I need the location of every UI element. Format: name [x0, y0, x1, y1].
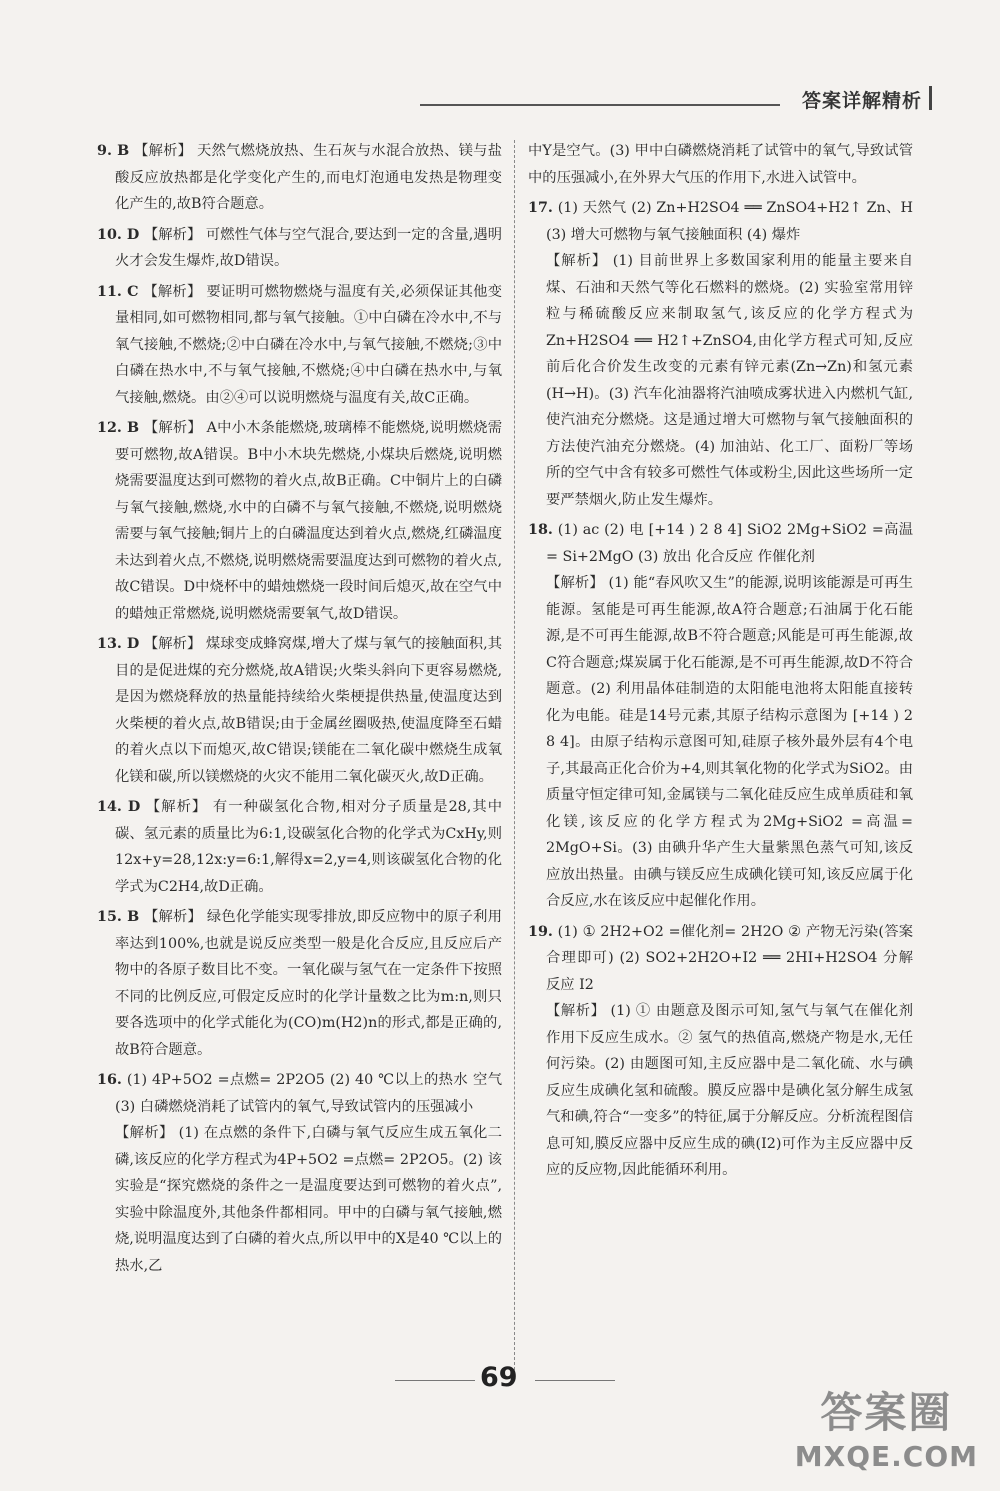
left-column: [97, 138, 502, 1283]
right-column: [528, 138, 913, 1188]
page-number-rule-right: [535, 1380, 615, 1381]
answer-item-13: 13. D 【解析】 煤球变成蜂窝煤,增大了煤与氧气的接触面积,其目的是促进煤的充分燃烧,故A错误;火柴头斜向下更容易燃烧,是因为燃烧释放的热量能持续给火柴梗提供热量,使温度达到火柴梗的着火点,故B错误;由于金属丝圈吸热,使温度降至石蜡的着火点以下而熄灭,故C错误;镁能在二氧化碳中燃烧生成氧化镁和碳,所以镁燃烧的火灾不能用二氧化碳灭火,故D正确。: [97, 636, 503, 785]
watermark-bottom: MXQE.COM: [794, 1440, 978, 1473]
analysis-17: 【解析】 (1) 目前世界上多数国家利用的能量主要来自煤、石油和天然气等化石燃料的燃烧。(2) 实验室常用锌粒与稀硫酸反应来制取氢气,该反应的化学方程式为Zn+H2SO4 ══ H2↑+ZnSO4,由化学方程式可知,反应前后化合价发生改变的元素有锌元素(Zn→Zn)和氢元素(H→H)。(3) 汽车化油器将汽油喷成雾状进入内燃机气缸,使汽油充分燃烧。这是通过增大可燃物与氧气接触面积的方法使汽油充分燃烧。(4) 加油站、化工厂、面粉厂等场所的空气中含有较多可燃性气体或粉尘,因此这些场所一定要严禁烟火,防止发生爆炸。: [546, 253, 913, 508]
page-number: 69: [480, 1362, 518, 1393]
column-divider: [514, 140, 515, 1370]
answer-item-17: 17. (1) 天然气 (2) Zn+H2SO4 ══ ZnSO4+H2↑ Zn、H (3) 增大可燃物与氧气接触面积 (4) 爆炸 【解析】 (1) 目前世界上多数国家利用的能量主要来自煤、石油和天然气等化石燃料的燃烧。(2) 实验室常用锌粒与稀硫酸反应来制取氢气,该反应的化学方程式为Zn+H2SO4 ══ H2↑+ZnSO4,由化学方程式可知,反应前后化合价发生改变的元素有锌元素(Zn→Zn)和氢元素(H→H)。(3) 汽车化油器将汽油喷成雾状进入内燃机气缸,使汽油充分燃烧。这是通过增大可燃物与氧气接触面积的方法使汽油充分燃烧。(4) 加油站、化工厂、面粉厂等场所的空气中含有较多可燃性气体或粉尘,因此这些场所一定要严禁烟火,防止发生爆炸。: [528, 195, 913, 513]
answer-item-10: 10. D 【解析】 可燃性气体与空气混合,要达到一定的含量,遇明火才会发生爆炸,故D错误。: [97, 226, 503, 269]
answer-item-14: 14. D 【解析】 有一种碳氢化合物,相对分子质量是28,其中碳、氢元素的质量比为6:1,设碳氢化合物的化学式为CxHy,则12x+y=28,12x:y=6:1,解得x=2,y=4,则该碳氢化合物的化学式为C2H4,故D正确。: [97, 799, 502, 895]
analysis-19: 【解析】 (1) ① 由题意及图示可知,氢气与氧气在催化剂作用下反应生成水。② 氢气的热值高,燃烧产物是水,无任何污染。(2) 由题图可知,主反应器中是二氧化硫、水与碘反应生成碘化氢和硫酸。膜反应器中是碘化氢分解生成氢气和碘,符合“一变多”的特征,属于分解反应。分析流程图信息可知,膜反应器中反应生成的碘(I2)可作为主反应器中反应的反应物,因此能循环利用。: [546, 1003, 913, 1178]
analysis-18: 【解析】 (1) 能“春风吹又生”的能源,说明该能源是可再生能源。氢能是可再生能源,故A符合题意;石油属于化石能源,是不可再生能源,故B不符合题意;风能是可再生能源,故C符合题意;煤炭属于化石能源,是不可再生能源,故D不符合题意。(2) 利用晶体硅制造的太阳能电池将太阳能直接转化为电能。硅是14号元素,其原子结构示意图为 [+14 ) 2 8 4]。由原子结构示意图可知,硅原子核外最外层有4个电子,其最高正化合价为+4,则其氧化物的化学式为SiO2。由质量守恒定律可知,金属镁与二氧化硅反应生成单质硅和氧化镁,该反应的化学方程式为2Mg+SiO2 =高温= 2MgO+Si。(3) 由碘升华产生大量紫黑色蒸气可知,该反应放出热量。由碘与镁反应生成碘化镁可知,该反应属于化合反应,水在该反应中起催化作用。: [546, 575, 913, 909]
watermark-top: 答案圈: [820, 1388, 953, 1437]
answer-item-12: 12. B 【解析】 A中小木条能燃烧,玻璃棒不能燃烧,说明燃烧需要可燃物,故A错误。B中小木块先燃烧,小煤块后燃烧,说明燃烧需要温度达到可燃物的着火点,故B正确。C中铜片上的白磷与氧气接触,燃烧,水中的白磷不与氧气接触,不燃烧,说明燃烧需要与氧气接触;铜片上的白磷温度达到着火点,燃烧,红磷温度未达到着火点,不燃烧,说明燃烧需要温度达到可燃物的着火点,故C错误。D中烧杯中的蜡烛燃烧一段时间后熄灭,故在空气中的蜡烛正常燃烧,说明燃烧需要氧气,故D错误。: [97, 420, 502, 622]
answer-item-11: 11. C 【解析】 要证明可燃物燃烧与温度有关,必须保证其他变量相同,如可燃物相同,都与氧气接触。①中白磷在冷水中,不与氧气接触,不燃烧;②中白磷在冷水中,与氧气接触,不燃烧;③中白磷在热水中,不与氧气接触,不燃烧;④中白磷在热水中,与氧气接触,燃烧。由②④可以说明燃烧与温度有关,故C正确。: [97, 283, 503, 406]
page-header: [420, 84, 940, 114]
header-title: 答案详解精析: [801, 90, 922, 112]
answer-item-16: 16. (1) 4P+5O2 =点燃= 2P2O5 (2) 40 ℃以上的热水 空气 (3) 白磷燃烧消耗了试管内的氧气,导致试管内的压强减小 【解析】 (1) 在点燃的条件下,白磷与氧气反应生成五氧化二磷,该反应的化学方程式为4P+5O2 =点燃= 2P2O5。(2) 该实验是“探究燃烧的条件之一是温度要达到可燃物的着火点”,实验中除温度外,其他条件都相同。甲中的白磷与氧气接触,燃烧,说明温度达到了白磷的着火点,所以甲中的X是40 ℃以上的热水,乙: [97, 1067, 502, 1279]
answer-item-18: 18. (1) ac (2) 电 [+14 ) 2 8 4] SiO2 2Mg+SiO2 =高温= Si+2MgO (3) 放出 化合反应 作催化剂 【解析】 (1) 能“春风吹又生”的能源,说明该能源是可再生能源。氢能是可再生能源,故A符合题意;石油属于化石能源,是不可再生能源,故B不符合题意;风能是可再生能源,故C符合题意;煤炭属于化石能源,是不可再生能源,故D不符合题意。(2) 利用晶体硅制造的太阳能电池将太阳能直接转化为电能。硅是14号元素,其原子结构示意图为 [+14 ) 2 8 4]。由原子结构示意图可知,硅原子核外最外层有4个电子,其最高正化合价为+4,则其氧化物的化学式为SiO2。由质量守恒定律可知,金属镁与二氧化硅反应生成单质硅和氧化镁,该反应的化学方程式为2Mg+SiO2 =高温= 2MgO+Si。(3) 由碘升华产生大量紫黑色蒸气可知,该反应放出热量。由碘与镁反应生成碘化镁可知,该反应属于化合反应,水在该反应中起催化作用。: [528, 517, 913, 915]
page-number-rule-left: [395, 1380, 475, 1381]
answer-item-15: 15. B 【解析】 绿色化学能实现零排放,即反应物中的原子利用率达到100%,也就是说反应类型一般是化合反应,且反应后产物中的各原子数目比不变。一氧化碳与氢气在一定条件下按照不同的比例反应,可假定反应时的化学计量数之比为m:n,则只要各选项中的化学式能化为(CO)m(H2)n的形式,都是正确的,故B符合题意。: [97, 909, 502, 1058]
analysis-16: 【解析】 (1) 在点燃的条件下,白磷与氧气反应生成五氧化二磷,该反应的化学方程式为4P+5O2 =点燃= 2P2O5。(2) 该实验是“探究燃烧的条件之一是温度要达到可燃物的着火点”,实验中除温度外,其他条件都相同。甲中的白磷与氧气接触,燃烧,说明温度达到了白磷的着火点,所以甲中的X是40 ℃以上的热水,乙: [115, 1125, 502, 1274]
watermark-logo: [795, 1380, 978, 1473]
header-bar: [929, 86, 932, 110]
answer-item-19: 19. (1) ① 2H2+O2 =催化剂= 2H2O ② 产物无污染(答案合理即可) (2) SO2+2H2O+I2 ══ 2HI+H2SO4 分解反应 I2 【解析】 (1) ① 由题意及图示可知,氢气与氧气在催化剂作用下反应生成水。② 氢气的热值高,燃烧产物是水,无任何污染。(2) 由题图可知,主反应器中是二氧化硫、水与碘反应生成碘化氢和硫酸。膜反应器中是碘化氢分解生成氢气和碘,符合“一变多”的特征,属于分解反应。分析流程图信息可知,膜反应器中反应生成的碘(I2)可作为主反应器中反应的反应物,因此能循环利用。: [528, 919, 913, 1184]
answer-item-9: 9. B 【解析】 天然气燃烧放热、生石灰与水混合放热、镁与盐酸反应放热都是化学变化产生的,而电灯泡通电发热是物理变化产生的,故B符合题意。: [97, 143, 502, 212]
answer-item-16-continued: 中Y是空气。(3) 甲中白磷燃烧消耗了试管中的氧气,导致试管中的压强减小,在外界大气压的作用下,水进入试管中。: [528, 143, 913, 186]
header-rule: [420, 104, 780, 106]
